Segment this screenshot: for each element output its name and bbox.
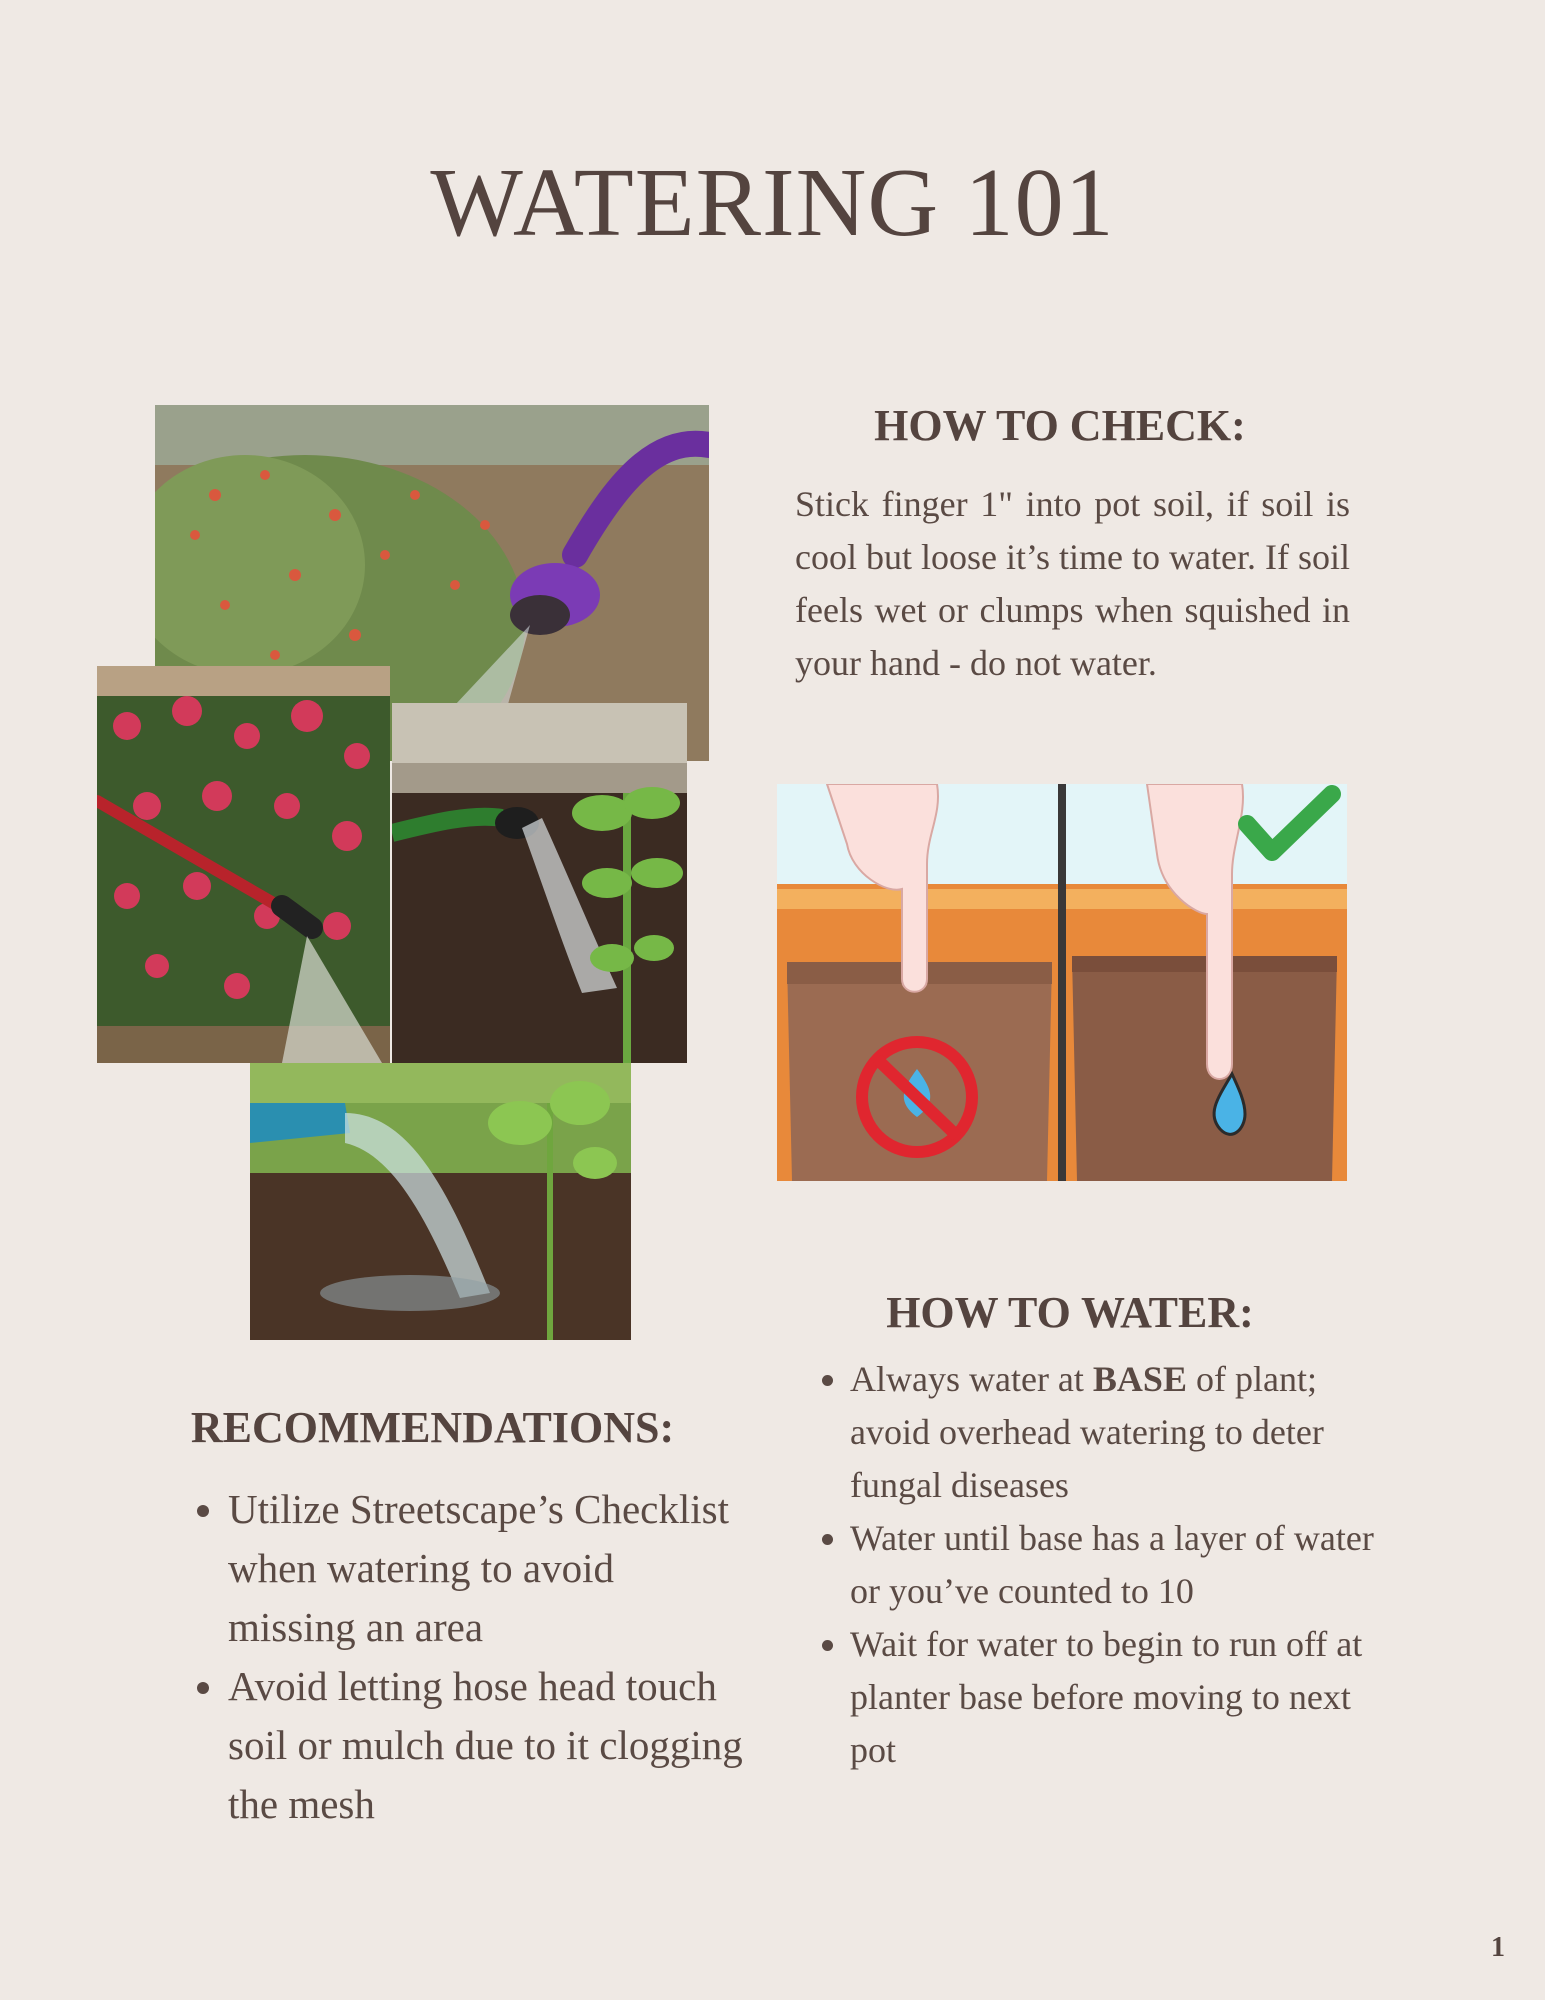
photo-hose-soil-seedling bbox=[250, 1063, 631, 1340]
finger-test-diagram bbox=[777, 784, 1347, 1181]
photo-roses-wand bbox=[97, 666, 390, 1063]
how-to-water-heading: HOW TO WATER: bbox=[886, 1288, 1254, 1337]
recommendations-list bbox=[188, 1480, 748, 1834]
list-item: • Wait for water to begin to run off at planter base before moving to next pot bbox=[850, 1618, 1395, 1777]
how-to-check-text: Stick finger 1" into pot soil, if soil is cool but loose it’s time to water. If soil feels wet or clumps when squished in your hand - do not water. bbox=[795, 484, 1350, 683]
photo-watering-can-tomato bbox=[392, 703, 687, 1063]
page-number: 1 bbox=[1491, 1932, 1505, 1963]
how-to-check-heading: HOW TO CHECK: bbox=[874, 401, 1246, 450]
page-title: WATERING 101 bbox=[430, 149, 1115, 257]
recommendations-heading: RECOMMENDATIONS: bbox=[190, 1403, 675, 1452]
list-item: • Water until base has a layer of water or you’ve counted to 10 bbox=[850, 1512, 1395, 1618]
list-item: • Always water at BASE of plant; avoid overhead watering to deter fungal diseases bbox=[850, 1353, 1395, 1512]
list-item: • Avoid letting hose head touch soil or mulch due to it clogging the mesh bbox=[228, 1657, 748, 1834]
how-to-water-list bbox=[810, 1353, 1395, 1777]
list-item: • Utilize Streetscape’s Checklist when watering to avoid missing an area bbox=[228, 1480, 748, 1657]
